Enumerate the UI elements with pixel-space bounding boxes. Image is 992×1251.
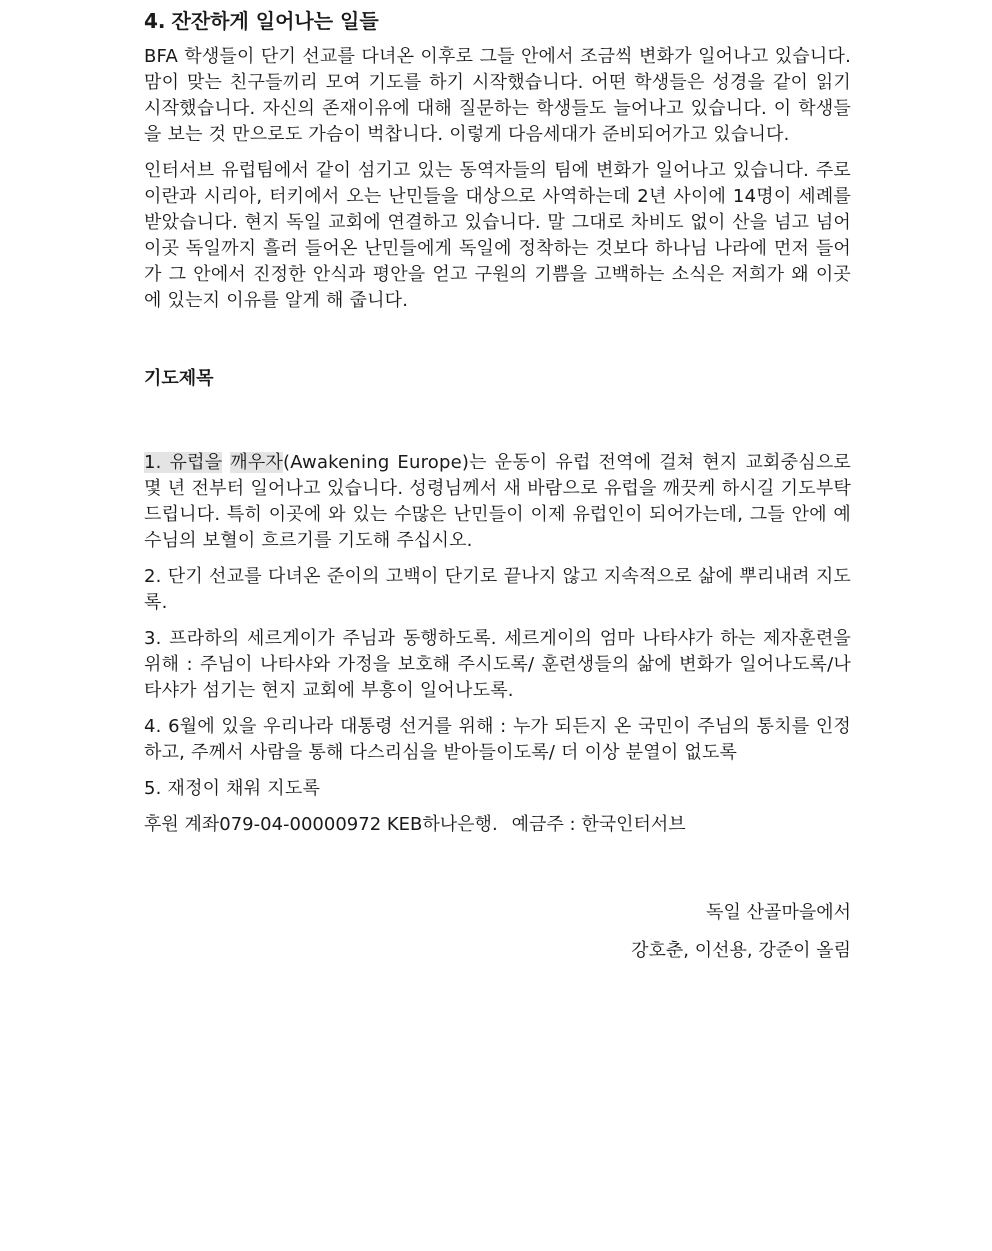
prayer-item-2: 2. 단기 선교를 다녀온 준이의 고백이 단기로 끝나지 않고 지속적으로 삶에 뿌리내려 지도록. — [144, 566, 851, 613]
closing — [144, 900, 851, 964]
section-title: 잔잔하게 일어나는 일들 — [171, 9, 379, 33]
letter-page — [144, 0, 851, 976]
signature: 강호춘, 이선용, 강준이 올림 — [631, 940, 851, 961]
prayer-item-1-text: (Awakening Europe)는 운동이 유럽 전역에 걸쳐 현지 교회중심으로 몇 년 전부터 일어나고 있습니다. 성령님께서 새 바람으로 유럽을 깨끗케 하시길 기도부탁 드립니다. 특히 이곳에 와 있는 수많은 난민들이 이제 유럽인이 되어가는데, 그들 안에 예수님의 보혈이 흐르기를 기도해 주십시오. — [144, 452, 851, 551]
section-number: 4. — [144, 9, 166, 33]
prayer-list — [144, 450, 851, 802]
paragraph-students: BFA 학생들이 단기 선교를 다녀온 이후로 그들 안에서 조금씩 변화가 일어나고 있습니다. 맘이 맞는 친구들끼리 모여 기도를 하기 시작했습니다. 어떤 학생들은 성경을 같이 읽기 시작했습니다. 자신의 존재이유에 대해 질문하는 학생들도 늘어나고 있습니다. 이 학생들을 보는 것 만으로도 가슴이 벅찹니다. 이렇게 다음세대가 준비되어가고 있습니다. — [144, 46, 851, 145]
prayer-item-3: 3. 프라하의 세르게이가 주님과 동행하도록. 세르게이의 엄마 나타샤가 하는 제자훈련을 위해 : 주님이 나타샤와 가정을 보호해 주시도록/ 훈련생들의 삶에 변화가 일어나도록/나타샤가 섬기는 현지 교회에 부흥이 일어나도록. — [144, 628, 851, 701]
section-heading — [144, 8, 851, 34]
account-number: 후원 계좌079-04-00000972 KEB하나은행. — [144, 814, 498, 835]
account-holder: 예금주 : 한국인터서브 — [511, 814, 686, 835]
highlight-europe: 유럽을 — [169, 452, 223, 473]
prayer-title: 기도제목 — [144, 368, 214, 389]
closing-place: 독일 산골마을에서 — [706, 902, 851, 923]
prayer-item-5: 5. 재정이 채워 지도록 — [144, 778, 321, 799]
donation-account — [144, 812, 851, 838]
prayer-item-1-number: 1. — [144, 452, 162, 473]
paragraph-refugees: 인터서브 유럽팀에서 같이 섬기고 있는 동역자들의 팀에 변화가 일어나고 있습니다. 주로 이란과 시리아, 터키에서 오는 난민들을 대상으로 사역하는데 2년 사이에 14명이 세례를 받았습니다. 현지 독일 교회에 연결하고 있습니다. 말 그대로 차비도 없이 산을 넘고 넘어 이곳 독일까지 흘러 들어온 난민들에게 독일에 정착하는 것보다 하나님 나라에 먼저 들어가 그 안에서 진정한 안식과 평안을 얻고 구원의 기쁨을 고백하는 소식은 저희가 왜 이곳에 있는지 이유를 알게 해 줍니다. — [144, 160, 851, 311]
prayer-item-1 — [144, 450, 851, 554]
prayer-item-4: 4. 6월에 있을 우리나라 대통령 선거를 위해 : 누가 되든지 온 국민이 주님의 통치를 인정하고, 주께서 사람을 통해 다스리심을 받아들이도록/ 더 이상 분열이 없도록 — [144, 716, 851, 763]
highlight-awaken: 깨우자 — [230, 452, 284, 473]
